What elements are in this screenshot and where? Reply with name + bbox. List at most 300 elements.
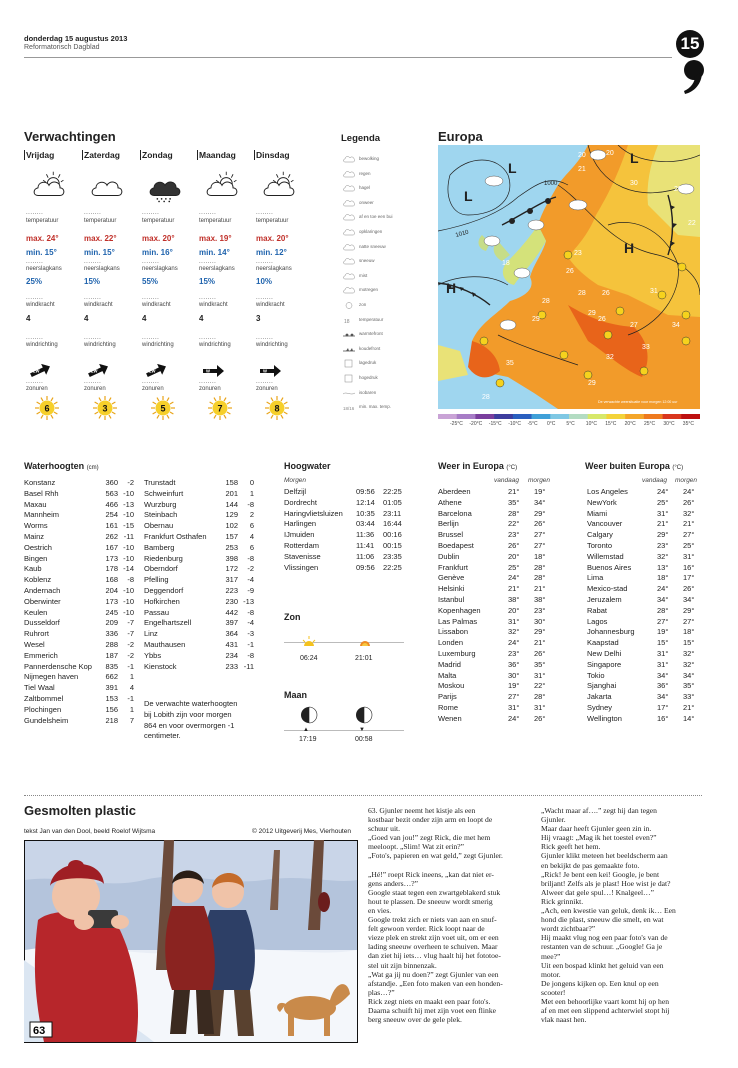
forecast-day-name: Zaterdag [84,150,120,160]
table-row [438,487,550,498]
story-line: „Wacht maar af….” zegt hij dan tegen [541,806,657,815]
station-name: Koblenz [24,575,52,585]
max-temperature: max. 20° [142,234,175,243]
water-level: 230 [225,596,238,606]
station-name: Maxau [24,499,47,509]
water-level: 431 [225,639,238,649]
forecast-divider [254,150,255,160]
table-row [144,543,252,554]
temp-tomorrow: 21° [534,584,546,594]
station-name: Riedenburg [144,553,183,563]
table-row [587,660,699,671]
temp-today: 31° [657,508,669,518]
table-row [587,714,699,725]
water-change: -4 [247,618,254,628]
scale-label: 20°C [624,421,636,427]
table-row [587,649,699,660]
table-row [438,606,550,617]
table-row [24,564,132,575]
temp-today: 24° [508,713,520,723]
temp-tomorrow: 21° [683,702,695,712]
forecast-label: temperatuur [84,218,117,224]
water-level: 223 [225,585,238,595]
story-line: Google staat tegen een zwartgeblakerd stuk [368,887,501,897]
city-name: Jeruzalem [587,594,622,604]
scale-label: -5°C [527,421,538,427]
story-line: „Hé!” roept Rick ineens, „kan dat niet er- [368,869,494,879]
story-line: „Goed van jou!” zegt Rick, die met hem [368,833,491,843]
table-row [587,617,699,628]
legend-label: warmtefront [359,331,383,337]
legend-label: af en toe een bui [359,214,393,220]
legend-item-warm [343,329,428,341]
note-line: De verwachte waterhoogten [144,699,238,708]
moonrise-time: 17:19 [299,736,317,743]
table-row [587,530,699,541]
dotted-line: ........ [256,335,274,341]
temp-tomorrow: 35° [683,681,695,691]
scale-swatch [606,414,625,419]
city-name: Madrid [438,659,461,669]
header-rule [24,57,672,58]
water-change: -11 [243,661,254,671]
map-temperature-label: 29 [532,316,540,323]
water-change: -8 [247,650,254,660]
station-name: Engelhartszell [144,618,192,628]
wind-direction-arrow-icon [86,364,110,378]
rain-legend-icon [343,170,355,179]
story-line: Alweer dat gele spul…! Knalgeel…” [541,887,655,897]
story-line: briljant! Zelfs als je plast! Hoe wist je dat? [541,878,671,888]
water-change: 4 [249,531,254,541]
temp-today: 23° [508,648,520,658]
waterhoogten-note [144,699,264,742]
water-change: -11 [123,531,134,541]
water-change: -8 [127,575,134,585]
water-level: 158 [225,478,238,487]
forecast-label: neerslagkans [26,266,62,272]
water-change: -10 [123,553,134,563]
station-name: Oberwinter [24,596,61,606]
city-name: NewYork [587,497,617,507]
temp-today: 15° [657,638,669,648]
temp-tomorrow: 34° [534,497,546,507]
water-level: 178 [105,564,118,574]
drizzle-legend-icon [343,286,355,295]
map-temperature-label: 29 [588,380,596,387]
scale-label: -20°C [469,421,483,427]
city-name: Willemstad [587,551,624,561]
city-name: Calgary [587,530,613,540]
water-level: 253 [225,542,238,552]
water-level: 157 [225,531,238,541]
table-row [24,489,132,500]
water-change: -8 [247,499,254,509]
dotted-line: ........ [199,210,217,216]
forecast-label: windrichting [199,342,231,348]
city-name: Tokio [587,670,605,680]
station-name: Plochingen [24,704,62,714]
svg-text:1010: 1010 [454,229,470,239]
warm-legend-icon [343,330,355,339]
story-line: Uit een bospad klinkt het geluid van een [541,960,664,970]
story-line: en vies. [368,905,392,915]
map-temperature-label: 26 [602,290,610,297]
scale-label: -10°C [508,421,522,427]
temp-tomorrow: 29° [534,508,546,518]
water-level: 173 [105,596,118,606]
temp-today: 21° [657,519,669,529]
city-name: Buenos Aires [587,562,632,572]
svg-text:ZW: ZW [91,368,98,374]
water-change: -10 [123,542,134,552]
wind-force: 4 [142,314,147,323]
map-temperature-label: 27 [630,322,638,329]
map-temperature-label: 20 [674,186,682,193]
table-row [587,509,699,520]
water-change: -8 [247,607,254,617]
hail-legend-icon [343,184,355,193]
water-change: 2 [249,510,254,520]
svg-text:H: H [446,280,457,296]
weer-europa-table [438,487,550,725]
dotted-line: ........ [26,335,44,341]
forecast-label: zonuren [142,386,164,392]
high-tide-2: 16:44 [383,519,402,529]
water-change: -2 [247,564,254,574]
water-change: -10 [123,596,134,606]
city-name: Moskou [438,681,465,691]
svg-text:1000: 1000 [544,181,558,187]
city-name: Brussel [438,530,464,540]
rain-chance: 15% [84,277,101,286]
water-change: -15 [123,521,134,531]
mm-legend-icon [343,403,355,412]
table-row [438,681,550,692]
water-change: -7 [127,618,134,628]
note-line: bij Lobith zijn voor morgen [144,709,232,719]
temp-today: 25° [508,562,520,572]
temp-tomorrow: 21° [683,519,695,529]
station-name: Oestrich [24,542,52,552]
water-level: 364 [225,629,238,639]
forecast-label: neerslagkans [142,266,178,272]
temp-today: 38° [508,594,520,604]
sun-cloud-icon [201,170,243,204]
scale-swatch [532,414,551,419]
water-level: 204 [105,585,118,595]
water-level: 360 [105,478,118,487]
water-change: -10 [123,607,134,617]
table-row [144,510,252,521]
svg-text:7: 7 [217,403,223,414]
forecast-label: windrichting [142,342,174,348]
table-row [24,554,132,565]
forecast-title: Verwachtingen [24,129,116,144]
story-line: „Wat ga jij nu doen?” zegt Gjunler van een [368,969,499,979]
comma-logo-icon [682,60,706,94]
table-row [438,498,550,509]
city-name: Athene [438,497,462,507]
water-level: 466 [105,499,118,509]
temp-today: 27° [508,692,520,702]
city-name: Las Palmas [438,616,478,626]
table-row [438,530,550,541]
location-name: Harlingen [284,519,317,529]
legend-item-temp [343,315,428,327]
temp-today: 35° [508,497,520,507]
legend-item-sleet [343,242,428,254]
city-name: Malta [438,670,457,680]
legend-item-iso [343,388,428,400]
temp-today: 34° [657,670,669,680]
temp-today: 18° [657,573,669,583]
temp-today: 36° [508,659,520,669]
forecast-label: windkracht [26,302,55,308]
forecast-day-4 [197,146,253,431]
story-line: scooter! [541,987,566,997]
high-tide-1: 09:56 [356,562,375,572]
temp-today: 29° [657,530,669,540]
city-name: Wenen [438,713,462,723]
map-caption: De verwachte weersituatie voor morgen 12:00 uur [598,400,678,404]
table-row [24,478,132,489]
water-level: 161 [105,521,118,531]
rain-chance: 55% [142,277,159,286]
story-line: Rick zegt niets en maakt een paar foto's. [368,996,491,1006]
water-change: -14 [123,564,134,574]
temp-legend-icon [343,316,355,325]
story-line: vlak naast hen. [541,1015,587,1025]
temp-today: 24° [508,573,520,583]
water-level: 173 [105,553,118,563]
table-row [24,705,132,716]
temp-today: 27° [657,616,669,626]
max-temperature: max. 24° [26,234,59,243]
forecast-day-5 [254,146,310,431]
wind-direction-arrow-icon [144,364,168,378]
table-row [587,595,699,606]
forecast-day-name: Maandag [199,150,236,160]
scale-label: 5°C [566,421,575,427]
location-name: Dordrecht [284,497,317,507]
station-name: Passau [144,607,170,617]
temp-tomorrow: 18° [683,627,695,637]
legend-label: hagel [359,185,371,191]
svg-text:L: L [630,150,639,166]
moonset-arrow-icon: ▼ [359,727,365,733]
table-row [24,618,132,629]
waterhoogten-table-left [24,478,132,726]
story-line: meeloopt. „Slim! Wat zit erin?” [368,842,465,852]
legend-label: bewolking [359,156,380,161]
table-row [587,606,699,617]
zon-title: Zon [284,612,301,622]
station-name: Bamberg [144,542,175,552]
forecast-label: zonuren [26,386,48,392]
city-name: Londen [438,638,464,648]
city-name: Genève [438,573,465,583]
table-row [24,683,132,694]
hoogwater-table [284,487,404,573]
city-name: Barcelona [438,508,472,518]
table-row [144,575,252,586]
table-row [24,510,132,521]
table-row [144,597,252,608]
legend-item-hail [343,183,428,195]
water-change: -13 [243,596,254,606]
forecast-label: temperatuur [256,218,289,224]
waterhoogten-title: Waterhoogten (cm) [24,461,99,471]
water-level: 398 [225,553,238,563]
temp-tomorrow: 26° [683,497,695,507]
city-name: Aberdeen [438,487,471,496]
water-change: -2 [127,639,134,649]
table-row [24,586,132,597]
temp-tomorrow: 14° [683,713,695,723]
sunhours-sun-icon [207,395,233,421]
table-row [438,509,550,520]
table-row [284,541,404,552]
legend-label: lagedruk [359,360,377,366]
location-name: Rotterdam [284,540,320,550]
legend-label: regen [359,170,371,176]
city-name: Toronto [587,540,613,550]
page-number: 15 [676,30,704,58]
water-change: -4 [247,575,254,585]
high-tide-2: 01:05 [383,497,402,507]
temp-tomorrow: 22° [534,681,546,691]
table-row [144,586,252,597]
high-tide-2: 23:35 [383,551,402,561]
water-level: 144 [225,499,238,509]
map-temperature-label: 30 [630,180,638,187]
high-tide-1: 10:35 [356,508,375,518]
legend-label: opklaringen [359,229,383,234]
temp-today: 24° [508,638,520,648]
table-row [587,563,699,574]
weer-europa-head-vandaag: vandaag [494,477,519,484]
table-row [587,584,699,595]
svg-text:W: W [263,368,267,374]
shower-legend-icon [343,213,355,222]
svg-text:H: H [624,240,635,256]
forecast-label: temperatuur [199,218,232,224]
legend-label: min. max. temp. [359,404,392,410]
note-line: 864 en voor overmorgen -1 [144,720,235,730]
temp-today: 34° [657,594,669,604]
table-row [438,692,550,703]
high-tide-2: 22:25 [383,562,402,572]
legend-item-clear [343,227,428,239]
sun-cloud-icon [28,170,70,204]
map-temperature-label: 32 [606,354,614,361]
legend-title: Legenda [341,133,381,144]
story-line: berg sneeuw over de gele plek. [368,1015,462,1025]
map-temperature-label: 33 [642,344,650,351]
dotted-line: ........ [142,259,160,265]
city-name: Boedapest [438,540,474,550]
temp-tomorrow: 31° [534,702,546,712]
table-row [24,629,132,640]
temp-today: 34° [657,692,669,702]
story-line: dan ziet hij iets… vlug haalt hij het fototoe- [368,951,501,961]
wind-direction-arrow-icon [28,364,52,378]
legend-label: zon [359,302,367,307]
legend-label: mist [359,272,368,278]
city-name: New Delhi [587,648,622,658]
water-level: 391 [105,683,118,693]
maan-title: Maan [284,690,308,700]
table-row [144,532,252,543]
city-name: Frankfurt [438,562,469,572]
max-temperature: max. 22° [84,234,117,243]
story-line: „Foto's, papieren en wat geld,” zegt Gjunler. [368,851,503,861]
table-row [587,541,699,552]
table-row [587,487,699,498]
table-row [24,521,132,532]
story-line: motor. [541,969,561,979]
table-row [144,651,252,662]
sleet-legend-icon [343,243,355,252]
water-change: 0 [249,478,254,487]
table-row [587,573,699,584]
map-temperature-label: 20 [578,152,586,159]
water-change: 1 [249,488,254,498]
city-name: Berlijn [438,519,459,529]
dotted-line: ........ [84,259,102,265]
hoogwater-title: Hoogwater [284,461,331,471]
map-temperature-label: 21 [578,166,586,173]
forecast-label: windkracht [142,302,171,308]
table-row [144,662,252,673]
temp-today: 25° [657,497,669,507]
sunhours-sun-icon [92,395,118,421]
moonset-icon [354,705,374,725]
water-change: 1 [129,704,134,714]
temp-tomorrow: 38° [534,594,546,604]
sun-legend-icon [343,301,355,310]
svg-text:ZW: ZW [33,368,40,374]
legend-label: onweer [359,199,374,205]
station-name: Wurzburg [144,499,177,509]
table-row [144,640,252,651]
moonset-time: 00:58 [355,736,373,743]
rain-chance: 25% [26,277,43,286]
map-temperature-label: 35 [506,360,514,367]
station-name: Konstanz [24,478,56,487]
city-name: Istanbul [438,594,465,604]
location-name: Delfzijl [284,487,307,496]
temp-tomorrow: 27° [534,530,546,540]
table-row [284,552,404,563]
dotted-line: ........ [142,379,160,385]
table-row [438,573,550,584]
temp-today: 28° [508,508,520,518]
table-row [144,608,252,619]
forecast-label: neerslagkans [199,266,235,272]
city-name: Johannesburg [587,627,635,637]
legend-label: temperatuur [359,316,384,322]
water-level: 233 [225,661,238,671]
scale-swatch [569,414,588,419]
water-level: 254 [105,510,118,520]
station-name: Basel Rhh [24,488,59,498]
water-change: 4 [129,683,134,693]
high-tide-1: 09:56 [356,487,375,496]
temp-today: 32° [508,627,520,637]
legend-item-mm [343,402,428,414]
